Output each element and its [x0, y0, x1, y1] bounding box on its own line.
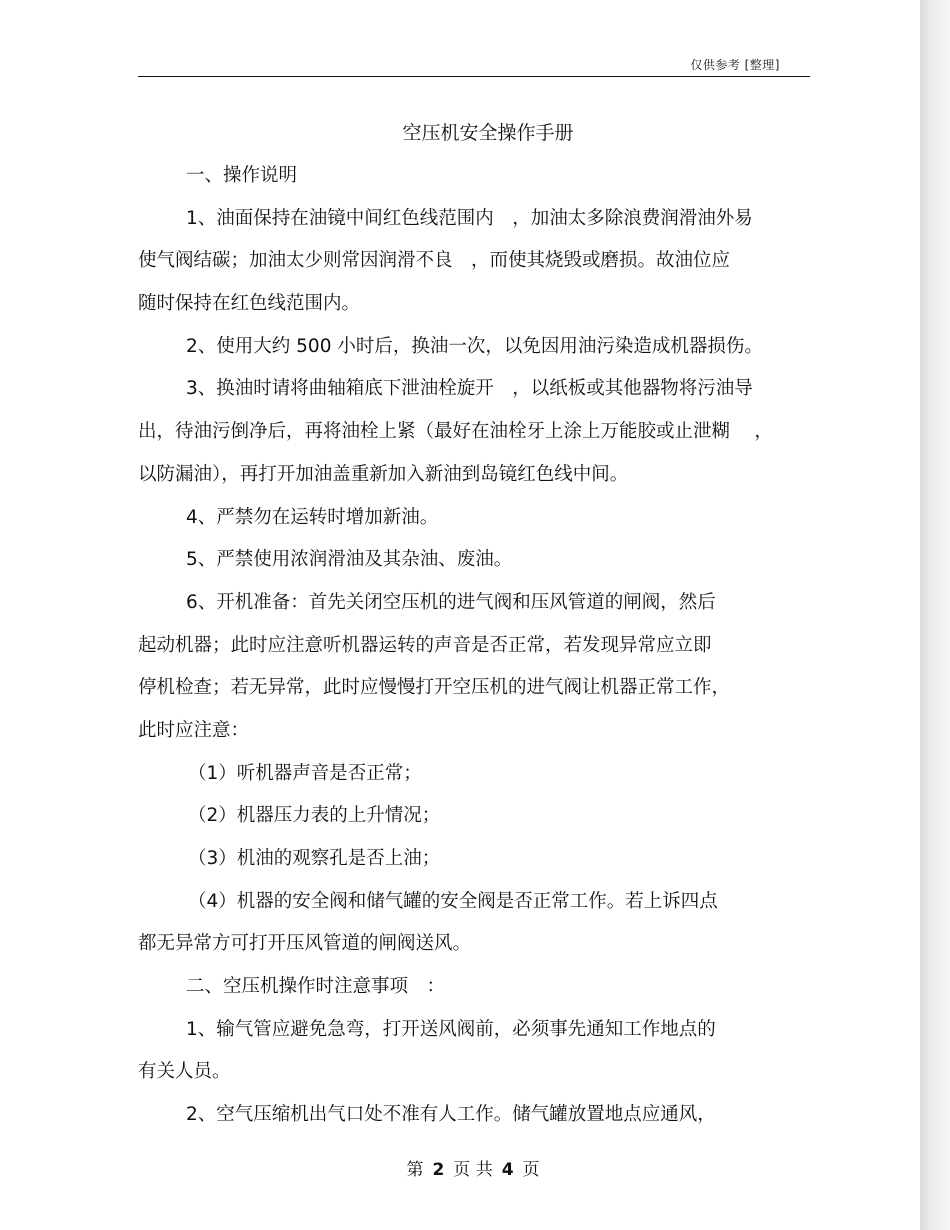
paragraph-line: 出，待油污倒净后，再将油栓上紧（最好在油栓牙上涂上万能胶或止泄糊 ， [138, 421, 773, 443]
check-item: （3）机油的观察孔是否上油； [188, 848, 441, 869]
paragraph-line: 有关人员。 [138, 1061, 231, 1083]
header-note: 仅供参考 [整理] [690, 58, 780, 72]
paragraph-line: 使气阀结碳；加油太少则常因润滑不良 ，而使其烧毁或磨损。故油位应 [138, 250, 731, 272]
paragraph-line: 2、使用大约 500 小时后，换油一次，以免因用油污染造成机器损伤。 [186, 335, 763, 357]
paragraph-line: 停机检查；若无异常，此时应慢慢打开空压机的进气阀让机器正常工作， [138, 677, 731, 699]
section-heading-2: 二、空压机操作时注意事项 ： [186, 976, 446, 998]
paragraph-line: 4、严禁勿在运转时增加新油。 [186, 506, 439, 528]
check-item: （2）机器压力表的上升情况； [188, 805, 441, 827]
check-item: （1）听机器声音是否正常； [188, 762, 422, 784]
paragraph-line: 2、空气压缩机出气口处不准有人工作。储气罐放置地点应通风， [186, 1104, 716, 1126]
paragraph-line: 起动机器；此时应注意听机器运转的声音是否正常，若发现异常应立即 [138, 634, 712, 656]
page-edge-shadow [920, 0, 950, 1230]
paragraph-line: 6、开机准备：首先关闭空压机的进气阀和压风管道的闸阀，然后 [186, 591, 716, 613]
paragraph-line: 以防漏油），再打开加油盖重新加入新油到岛镜红色线中间。 [138, 463, 629, 485]
section-heading-1: 一、操作说明 [186, 165, 298, 186]
footer-total-pages: 4 [501, 1160, 514, 1180]
footer-middle: 页 共 [453, 1160, 493, 1180]
document-title: 空压机安全操作手册 [402, 122, 574, 144]
paragraph-line: 随时保持在红色线范围内。 [138, 293, 361, 315]
page-footer [0, 1155, 946, 1180]
paragraph-line: 1、油面保持在油镜中间红色线范围内 ，加油太多除浪费润滑油外易 [186, 207, 753, 229]
header-rule [138, 76, 810, 77]
paragraph-line: 此时应注意： [138, 719, 250, 741]
footer-prefix: 第 [406, 1160, 424, 1180]
footer-suffix: 页 [522, 1160, 540, 1180]
paragraph-line: 5、严禁使用浓润滑油及其杂油、废油。 [186, 549, 513, 571]
footer-page-number: 2 [432, 1160, 445, 1180]
check-item: （4）机器的安全阀和储气罐的安全阀是否正常工作。若上诉四点 [188, 890, 718, 912]
paragraph-line: 都无异常方可打开压风管道的闸阀送风。 [138, 933, 472, 955]
document-body [138, 161, 818, 1143]
paragraph-line: 1、输气管应避免急弯，打开送风阀前，必须事先通知工作地点的 [186, 1018, 716, 1040]
paragraph-line: 3、换油时请将曲轴箱底下泄油栓旋开 ，以纸板或其他器物将污油导 [186, 378, 753, 400]
